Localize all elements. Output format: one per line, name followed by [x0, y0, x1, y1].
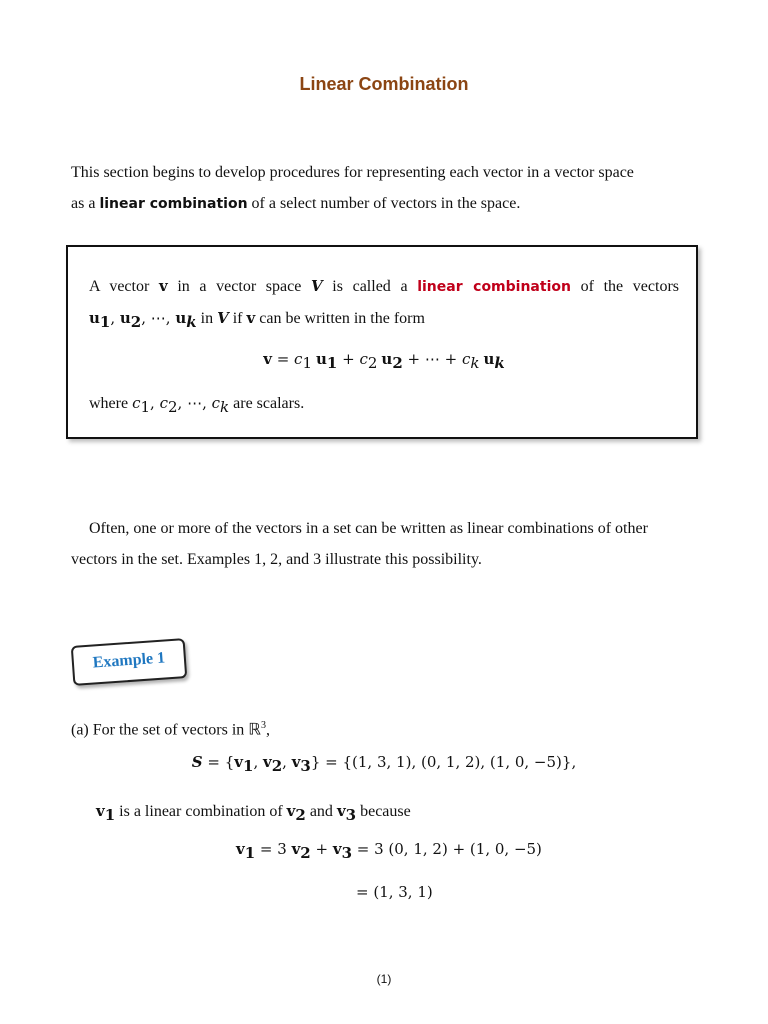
definition-formula: $v = c_1$ $u_1 + c_2$ $u_2$ + ⋯ + $c_k$ $u_k$ [263, 350, 505, 373]
example-1-label: Example 1 [71, 638, 188, 686]
definition-line-1: A vector v in a vector space V is called a linear combination of the vectors [89, 277, 680, 295]
paragraph-2-line-2: vectors in the set. Examples 1, 2, and 3 illustrate this possibility. [71, 551, 482, 568]
intro-paragraph [71, 157, 711, 220]
page-title: Linear Combination [299, 74, 469, 94]
example-part-a: (a) For the set of vectors in ℝ$^3$, [71, 720, 270, 739]
equation-2: = (1, 3, 1) [356, 883, 433, 901]
intro-line-2: as a linear combination of a select number of vectors in the space. [71, 195, 521, 212]
definition-term: linear combination [417, 279, 571, 295]
combination-statement: $v_1$ is a linear combination of $v_2$ and $v_3$ because [96, 802, 411, 825]
intro-term: linear combination [99, 196, 248, 212]
definition-line-2: $u_1$, $u_2$, ⋯, $u_k$ in V if v can be written in the form [89, 309, 425, 332]
set-definition: $S = \{v_1$, $v_2$, $v_3\} = \{(1$, 3, 1), (0, 1, 2), (1, 0, −5)}, [191, 753, 577, 776]
page-number: (1) [376, 972, 392, 986]
definition-line-4: where $c_1$, $c_2$, ⋯, $c_k$ are scalars. [89, 394, 305, 417]
paragraph-2-line-1: Often, one or more of the vectors in a set can be written as linear combinations of other [89, 520, 648, 537]
intro-line-1: This section begins to develop procedures for representing each vector in a vector space [71, 164, 634, 181]
equation-1: $v_1 = 3$ $v_2 + v_3 = 3$ (0, 1, 2) + (1, 0, −5) [236, 840, 542, 863]
paragraph-2 [71, 513, 711, 575]
